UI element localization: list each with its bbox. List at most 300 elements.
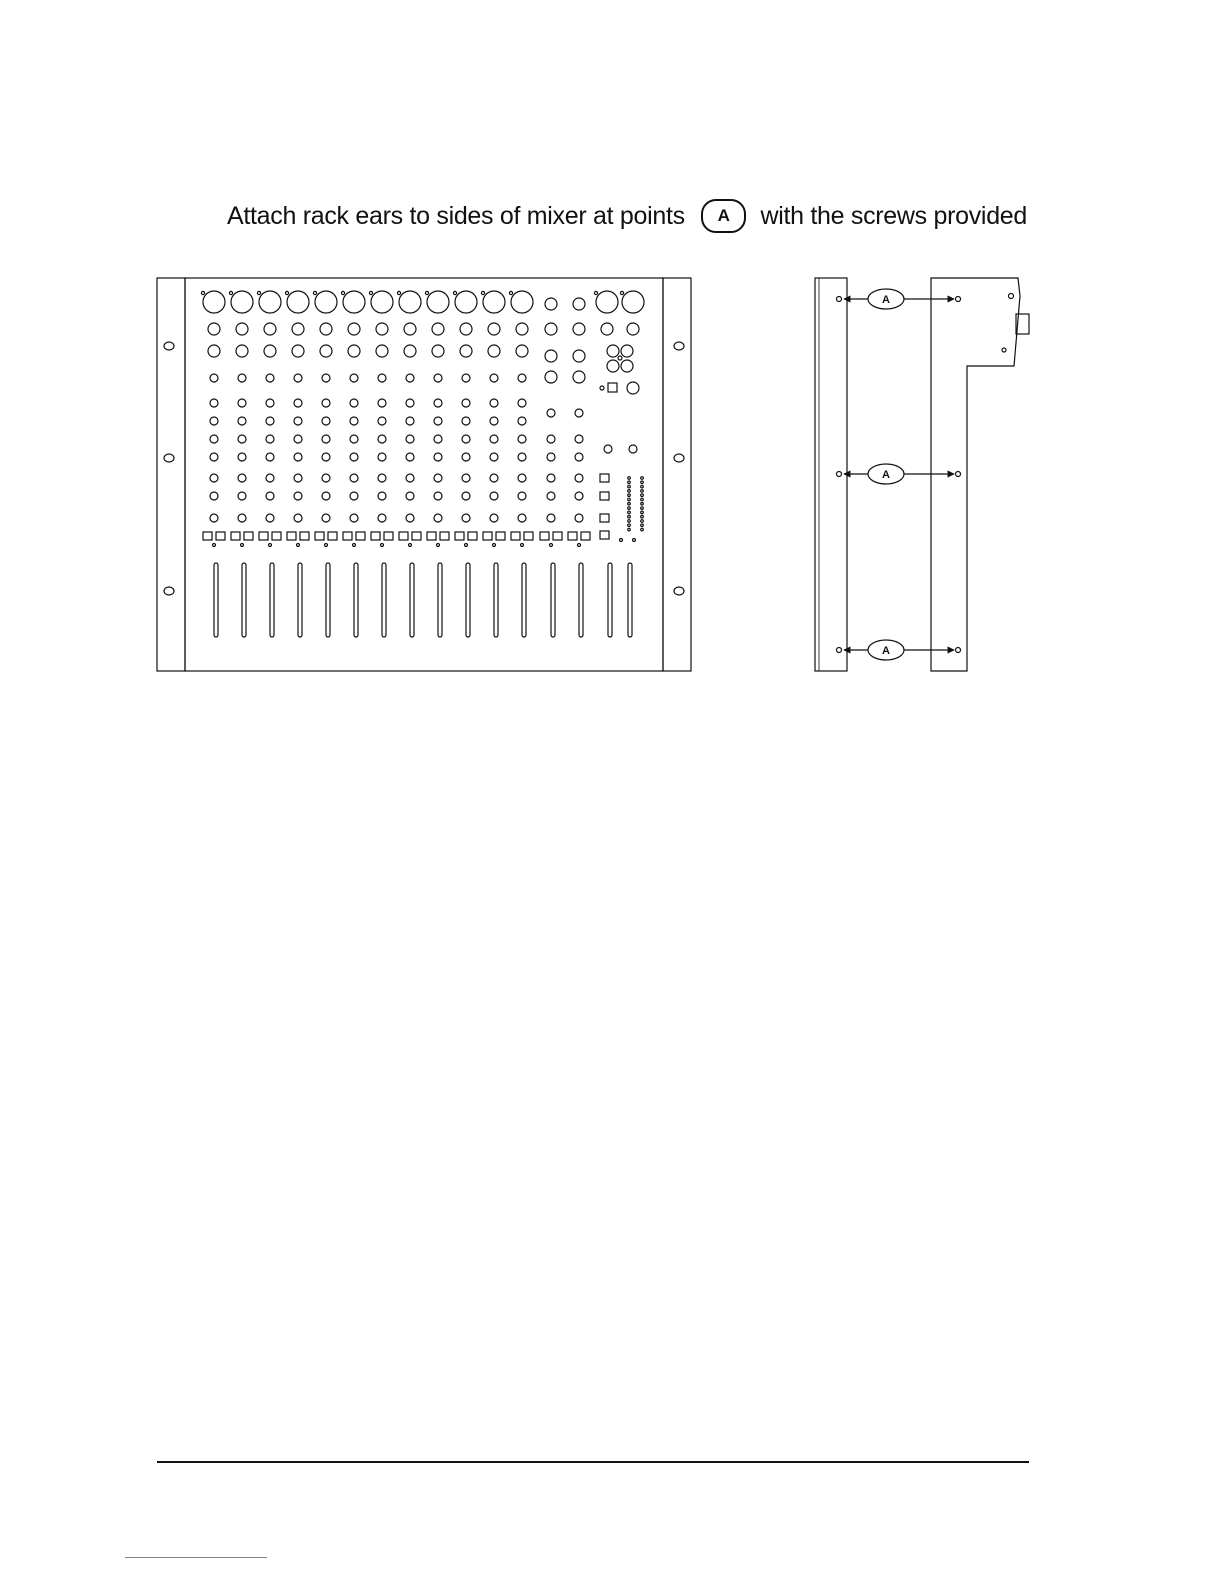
channel-knob	[236, 323, 248, 335]
channel-knob	[320, 345, 332, 357]
channel-knob-small	[294, 399, 302, 407]
fader-slot	[270, 563, 274, 637]
meter-led	[641, 503, 644, 506]
xlr-input	[343, 291, 365, 313]
xlr-input	[511, 291, 533, 313]
mute-button	[203, 532, 212, 540]
xlr-input	[399, 291, 421, 313]
rack-ear-hole	[164, 454, 174, 462]
channel-knob-small	[462, 399, 470, 407]
xlr-input	[371, 291, 393, 313]
peak-led	[325, 544, 328, 547]
solo-button	[496, 532, 505, 540]
callout-label: A	[882, 645, 890, 657]
mute-button	[231, 532, 240, 540]
stereo-knob	[573, 371, 585, 383]
xlr-input	[483, 291, 505, 313]
channel-knob-small	[490, 417, 498, 425]
channel-knob-small	[322, 399, 330, 407]
mixer-body	[185, 278, 663, 671]
channel-knob-small	[518, 453, 526, 461]
channel-knob-small	[210, 399, 218, 407]
meter-led	[628, 498, 631, 501]
channel-knob-small	[294, 492, 302, 500]
channel-knob-small	[210, 453, 218, 461]
fader-slot	[298, 563, 302, 637]
meter-led	[628, 490, 631, 493]
channel-knob	[376, 323, 388, 335]
solo-button	[356, 532, 365, 540]
fader-slot	[438, 563, 442, 637]
channel-knob	[404, 323, 416, 335]
stereo-knob	[573, 350, 585, 362]
channel-knob-small	[210, 435, 218, 443]
channel-knob	[320, 323, 332, 335]
channel-knob-small	[518, 435, 526, 443]
stereo-input-jack	[573, 298, 585, 310]
channel-knob-small	[378, 399, 386, 407]
channel-knob-small	[434, 492, 442, 500]
xlr-latch	[313, 291, 316, 294]
channel-knob-small	[238, 374, 246, 382]
meter-led	[620, 539, 623, 542]
master-small-knob	[621, 360, 633, 372]
master-button	[600, 531, 609, 539]
channel-knob-small	[266, 435, 274, 443]
channel-knob-small	[378, 514, 386, 522]
fader-slot	[628, 563, 632, 637]
rack-ear-hole	[674, 587, 684, 595]
channel-knob	[488, 345, 500, 357]
channel-knob-small	[350, 435, 358, 443]
fader-slot	[214, 563, 218, 637]
xlr-input	[259, 291, 281, 313]
channel-knob	[236, 345, 248, 357]
stereo-input-jack	[545, 298, 557, 310]
mute-button	[455, 532, 464, 540]
fader-slot	[242, 563, 246, 637]
channel-knob-small	[322, 417, 330, 425]
xlr-latch	[229, 291, 232, 294]
channel-knob-small	[266, 453, 274, 461]
mute-button	[427, 532, 436, 540]
channel-knob-small	[210, 474, 218, 482]
solo-button	[581, 532, 590, 540]
channel-knob-small	[406, 399, 414, 407]
solo-button	[216, 532, 225, 540]
channel-knob-small	[210, 492, 218, 500]
peak-led	[493, 544, 496, 547]
rack-ear-hole	[164, 587, 174, 595]
meter-led	[641, 498, 644, 501]
channel-knob-small	[406, 417, 414, 425]
channel-knob-small	[406, 474, 414, 482]
channel-knob-small	[378, 417, 386, 425]
channel-knob-small	[518, 514, 526, 522]
xlr-latch	[594, 291, 597, 294]
channel-knob-small	[210, 514, 218, 522]
xlr-input	[203, 291, 225, 313]
stereo-knob-small	[547, 409, 555, 417]
channel-knob	[208, 345, 220, 357]
xlr-latch	[453, 291, 456, 294]
meter-led	[633, 539, 636, 542]
channel-knob	[488, 323, 500, 335]
channel-knob-small	[350, 492, 358, 500]
xlr-latch	[201, 291, 204, 294]
point-a-badge: A	[701, 199, 747, 233]
meter-led	[641, 477, 644, 480]
channel-knob-small	[378, 435, 386, 443]
channel-knob-small	[434, 474, 442, 482]
callout-label: A	[882, 469, 890, 481]
channel-knob-small	[490, 514, 498, 522]
meter-led	[628, 481, 631, 484]
channel-knob-small	[350, 417, 358, 425]
channel-knob-small	[350, 374, 358, 382]
stereo-knob-small	[547, 492, 555, 500]
stereo-knob-small	[547, 514, 555, 522]
meter-led	[628, 515, 631, 518]
channel-knob-small	[490, 492, 498, 500]
channel-knob-small	[462, 374, 470, 382]
fader-slot	[608, 563, 612, 637]
channel-knob-small	[350, 514, 358, 522]
fader-slot	[326, 563, 330, 637]
right-rack-ear	[663, 278, 691, 671]
channel-knob-small	[322, 453, 330, 461]
xlr-output	[596, 291, 618, 313]
channel-knob-small	[490, 435, 498, 443]
channel-knob-small	[322, 435, 330, 443]
meter-led	[641, 524, 644, 527]
channel-knob-small	[238, 399, 246, 407]
solo-button	[440, 532, 449, 540]
meter-led	[641, 494, 644, 497]
mute-button	[483, 532, 492, 540]
peak-led	[409, 544, 412, 547]
xlr-input	[315, 291, 337, 313]
stereo-knob	[573, 323, 585, 335]
peak-led	[213, 544, 216, 547]
xlr-output	[622, 291, 644, 313]
channel-knob-small	[322, 492, 330, 500]
peak-led	[297, 544, 300, 547]
meter-led	[641, 528, 644, 531]
channel-knob	[292, 345, 304, 357]
channel-knob-small	[518, 474, 526, 482]
solo-button	[412, 532, 421, 540]
solo-button	[468, 532, 477, 540]
channel-knob-small	[518, 417, 526, 425]
mute-button	[259, 532, 268, 540]
stereo-knob	[545, 371, 557, 383]
meter-led	[628, 503, 631, 506]
channel-knob-small	[266, 514, 274, 522]
channel-knob-small	[294, 514, 302, 522]
stereo-knob-small	[575, 514, 583, 522]
channel-knob-small	[378, 374, 386, 382]
peak-led	[578, 544, 581, 547]
mixer-controls	[201, 291, 644, 637]
fader-slot	[382, 563, 386, 637]
channel-knob-small	[490, 399, 498, 407]
rack-ear-hole	[674, 342, 684, 350]
channel-knob-small	[462, 453, 470, 461]
channel-knob	[292, 323, 304, 335]
channel-knob-small	[322, 474, 330, 482]
mute-button	[315, 532, 324, 540]
channel-knob-small	[294, 417, 302, 425]
channel-knob-small	[434, 453, 442, 461]
master-button	[600, 492, 609, 500]
xlr-input	[455, 291, 477, 313]
xlr-latch	[509, 291, 512, 294]
channel-knob	[460, 345, 472, 357]
fader-slot	[522, 563, 526, 637]
channel-knob-small	[406, 435, 414, 443]
channel-knob-small	[378, 492, 386, 500]
channel-knob-small	[266, 399, 274, 407]
stereo-knob-small	[575, 474, 583, 482]
xlr-latch	[257, 291, 260, 294]
channel-knob	[348, 323, 360, 335]
channel-knob-small	[434, 399, 442, 407]
channel-knob-small	[322, 374, 330, 382]
xlr-latch	[620, 291, 623, 294]
channel-knob-small	[406, 374, 414, 382]
meter-led	[641, 485, 644, 488]
page-link-mark	[125, 1557, 267, 1558]
channel-knob-small	[210, 417, 218, 425]
solo-button	[272, 532, 281, 540]
xlr-latch	[481, 291, 484, 294]
meter-led	[628, 477, 631, 480]
fader-slot	[466, 563, 470, 637]
phones-jack	[627, 382, 639, 394]
channel-knob-small	[434, 374, 442, 382]
channel-knob-small	[462, 514, 470, 522]
channel-knob-small	[238, 417, 246, 425]
rack-ear-side	[815, 278, 847, 671]
xlr-input	[427, 291, 449, 313]
peak-led	[269, 544, 272, 547]
channel-knob-small	[350, 453, 358, 461]
channel-knob-small	[434, 514, 442, 522]
channel-knob-small	[378, 453, 386, 461]
master-led	[600, 386, 604, 390]
meter-led	[628, 494, 631, 497]
channel-knob-small	[518, 399, 526, 407]
channel-knob-small	[406, 514, 414, 522]
stereo-knob-small	[575, 435, 583, 443]
mixer-side-view	[815, 278, 1029, 671]
channel-knob-small	[266, 374, 274, 382]
master-small-knob	[607, 360, 619, 372]
mute-button	[399, 532, 408, 540]
meter-led	[641, 511, 644, 514]
footer-rule	[157, 1461, 1029, 1463]
master-button	[600, 514, 609, 522]
mute-button	[511, 532, 520, 540]
xlr-input	[287, 291, 309, 313]
channel-knob	[516, 345, 528, 357]
screw-hole-ear	[837, 297, 842, 302]
channel-knob-small	[266, 474, 274, 482]
master-switch	[608, 383, 617, 392]
meter-led	[641, 507, 644, 510]
peak-led	[437, 544, 440, 547]
channel-knob	[404, 345, 416, 357]
channel-knob-small	[518, 492, 526, 500]
xlr-latch	[369, 291, 372, 294]
solo-button	[553, 532, 562, 540]
xlr-latch	[285, 291, 288, 294]
screw-hole-mixer	[956, 297, 961, 302]
screw-hole-mixer	[956, 472, 961, 477]
channel-knob-small	[350, 399, 358, 407]
instruction-after: with the screws provided	[760, 201, 1027, 230]
rack-ear-hole	[674, 454, 684, 462]
channel-knob-small	[434, 435, 442, 443]
master-knob-small	[629, 445, 637, 453]
channel-knob-small	[462, 417, 470, 425]
peak-led	[353, 544, 356, 547]
master-knob-small	[604, 445, 612, 453]
channel-knob-small	[238, 453, 246, 461]
channel-knob-small	[294, 453, 302, 461]
fader-slot	[354, 563, 358, 637]
stereo-knob-small	[547, 435, 555, 443]
channel-knob-small	[406, 453, 414, 461]
rack-ear-hole	[164, 342, 174, 350]
meter-led	[628, 485, 631, 488]
channel-knob	[264, 345, 276, 357]
stereo-knob	[545, 323, 557, 335]
channel-knob-small	[266, 492, 274, 500]
channel-knob-small	[294, 435, 302, 443]
master-knob	[627, 323, 639, 335]
peak-led	[521, 544, 524, 547]
mixer-front-view	[157, 278, 691, 671]
channel-knob-small	[238, 492, 246, 500]
side-callouts	[837, 289, 961, 660]
channel-knob-small	[238, 435, 246, 443]
channel-knob-small	[406, 492, 414, 500]
channel-knob-small	[238, 474, 246, 482]
channel-knob-small	[490, 453, 498, 461]
channel-knob-small	[434, 417, 442, 425]
meter-led	[641, 481, 644, 484]
stereo-knob-small	[575, 453, 583, 461]
channel-knob	[208, 323, 220, 335]
side-screw-bottom	[1002, 348, 1006, 352]
channel-knob-small	[462, 492, 470, 500]
master-button	[600, 474, 609, 482]
channel-knob-small	[294, 374, 302, 382]
fader-slot	[410, 563, 414, 637]
stereo-knob-small	[547, 453, 555, 461]
instruction-before: Attach rack ears to sides of mixer at points	[227, 201, 685, 230]
channel-knob	[376, 345, 388, 357]
meter-led	[641, 515, 644, 518]
fader-slot	[579, 563, 583, 637]
fader-slot	[551, 563, 555, 637]
solo-button	[384, 532, 393, 540]
solo-button	[300, 532, 309, 540]
mute-button	[568, 532, 577, 540]
solo-button	[328, 532, 337, 540]
channel-knob-small	[462, 474, 470, 482]
xlr-latch	[425, 291, 428, 294]
channel-knob-small	[210, 374, 218, 382]
mute-button	[540, 532, 549, 540]
meter-led	[628, 507, 631, 510]
xlr-latch	[397, 291, 400, 294]
meter-led	[641, 490, 644, 493]
mute-button	[343, 532, 352, 540]
channel-knob	[432, 345, 444, 357]
channel-knob-small	[238, 514, 246, 522]
xlr-input	[231, 291, 253, 313]
channel-knob-small	[462, 435, 470, 443]
peak-led	[550, 544, 553, 547]
peak-led	[465, 544, 468, 547]
channel-knob-small	[350, 474, 358, 482]
stereo-knob-small	[575, 492, 583, 500]
stereo-knob-small	[575, 409, 583, 417]
channel-knob	[348, 345, 360, 357]
peak-led	[241, 544, 244, 547]
channel-knob	[432, 323, 444, 335]
master-small-knob	[621, 345, 633, 357]
channel-knob-small	[294, 474, 302, 482]
channel-knob-small	[518, 374, 526, 382]
master-small-knob	[607, 345, 619, 357]
left-rack-ear	[157, 278, 185, 671]
channel-knob-small	[490, 474, 498, 482]
callout-label: A	[882, 294, 890, 306]
xlr-latch	[341, 291, 344, 294]
mute-button	[371, 532, 380, 540]
mute-button	[287, 532, 296, 540]
meter-led	[628, 524, 631, 527]
channel-knob-small	[266, 417, 274, 425]
peak-led	[381, 544, 384, 547]
stereo-knob	[545, 350, 557, 362]
master-led	[618, 356, 622, 360]
channel-knob-small	[490, 374, 498, 382]
meter-led	[628, 511, 631, 514]
meter-led	[628, 528, 631, 531]
solo-button	[524, 532, 533, 540]
fader-slot	[494, 563, 498, 637]
channel-knob-small	[322, 514, 330, 522]
rack-ear-holes	[164, 342, 684, 595]
screw-hole-ear	[837, 648, 842, 653]
screw-hole-mixer	[956, 648, 961, 653]
channel-knob	[460, 323, 472, 335]
meter-led	[641, 520, 644, 523]
channel-knob-small	[378, 474, 386, 482]
solo-button	[244, 532, 253, 540]
channel-knob	[264, 323, 276, 335]
channel-knob	[516, 323, 528, 335]
master-knob	[601, 323, 613, 335]
side-screw-top	[1009, 294, 1014, 299]
stereo-knob-small	[547, 474, 555, 482]
screw-hole-ear	[837, 472, 842, 477]
